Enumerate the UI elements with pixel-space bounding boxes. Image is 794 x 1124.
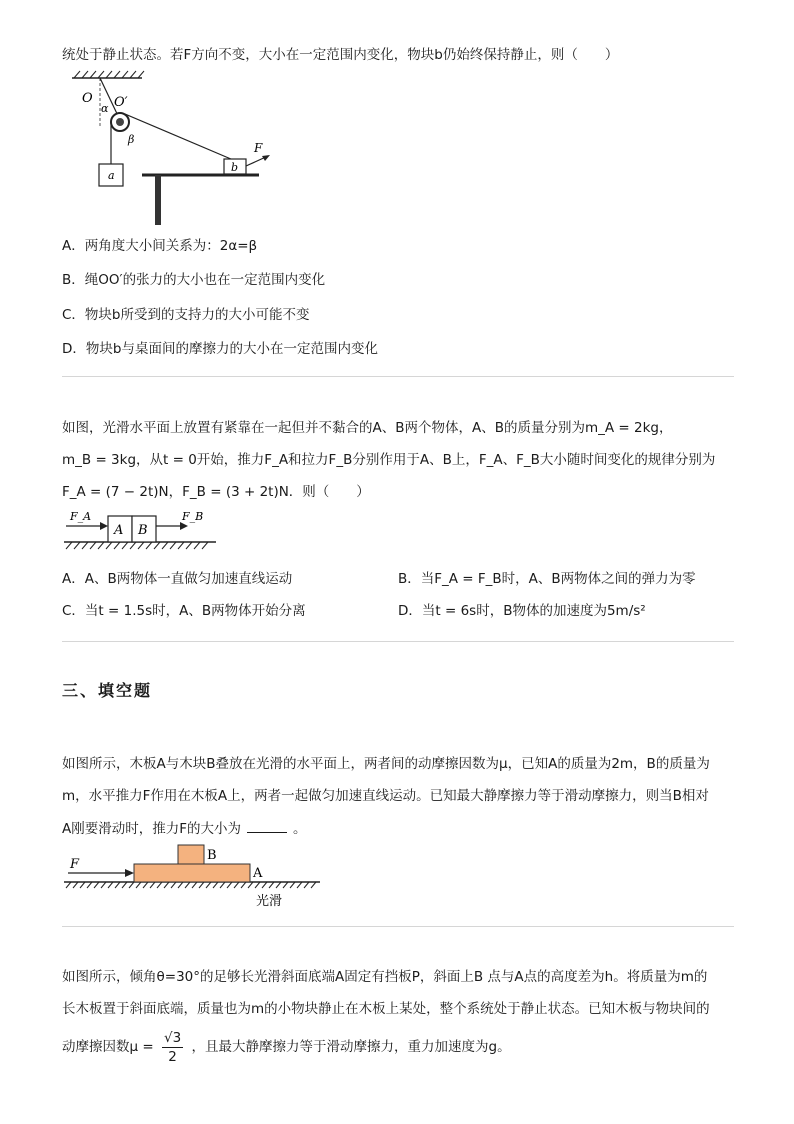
q2-label-b: B [138,523,148,538]
q3-stem-line-3-text: A刚要滑动时，推力F的大小为 [62,821,241,837]
q2-option-d: D．当t = 6s时，B物体的加速度为5m/s² [398,603,646,619]
q3-stem-line-2: m，水平推力F作用在木板A上，两者一起做匀加速直线运动。已知最大静摩擦力等于滑动摩擦力，则当B相对 [62,788,709,804]
q3-stem-line-3 [62,818,307,839]
q3-board-figure [62,842,327,912]
fraction-numerator: √3 [164,1029,182,1046]
q2-label-fb: F_B [182,510,204,523]
q1-stem-tail: 统处于静止状态。若F方向不变，大小在一定范围内变化，物块b仍始终保持静止，则（ ） [62,47,619,63]
q1-option-a: A．两角度大小间关系为：2α=β [62,238,258,254]
q2-label-a: A [114,523,124,538]
q4-stem-line-3 [62,1024,511,1070]
q4-stem-line-2: 长木板置于斜面底端，质量也为m的小物块静止在木板上某处，整个系统处于静止状态。已知木板与物块间的 [62,1001,710,1017]
section-title: 三、填空题 [62,681,153,700]
q1-option-b: B．绳OO′的张力的大小也在一定范围内变化 [62,272,326,288]
q4-stem-line-3-tail: ，且最大静摩擦力等于滑动摩擦力，重力加速度为g。 [191,1039,511,1055]
q2-stem-line-3: F_A = (7 − 2t)N，F_B = (3 + 2t)N．则（ ） [62,484,370,500]
q2-label-fa: F_A [70,510,92,523]
q1-label-a: a [108,169,115,182]
q3-label-a: A [253,866,263,881]
q3-stem-end: 。 [293,821,307,837]
q1-option-c: C．物块b所受到的支持力的大小可能不变 [62,307,310,323]
q1-label-f: F [254,141,263,155]
q4-stem-line-1: 如图所示，倾角θ=30°的足够长光滑斜面底端A固定有挡板P，斜面上B 点与A点的高度差为h。将质量为m的 [62,969,708,985]
q1-label-o-prime: O′ [114,95,128,110]
divider [62,926,734,927]
q3-stem-line-1: 如图所示，木板A与木块B叠放在光滑的水平面上，两者间的动摩擦因数为μ，已知A的质量为2m，B的质量为 [62,756,710,772]
q2-stem-line-2: m_B = 3kg，从t = 0开始，推力F_A和拉力F_B分别作用于A、B上，F_A、F_B大小随时间变化的规律分别为 [62,452,716,468]
q1-label-o: O [82,91,93,106]
fraction-denominator: 2 [168,1048,177,1065]
q3-label-smooth: 光滑 [256,894,283,909]
divider [62,376,734,377]
divider [62,641,734,642]
q2-option-b: B．当F_A = F_B时，A、B两物体之间的弹力为零 [398,571,696,587]
q3-label-f: F [70,857,80,872]
q3-label-b: B [207,848,217,863]
q2-blocks-figure [62,506,222,552]
q1-option-d: D．物块b与桌面间的摩擦力的大小在一定范围内变化 [62,341,378,357]
mu-fraction [162,1029,183,1066]
q1-label-beta: β [128,133,135,146]
q1-label-b: b [231,161,239,174]
q2-stem-line-1: 如图，光滑水平面上放置有紧靠在一起但并不黏合的A、B两个物体，A、B的质量分别为m_A = 2kg， [62,420,673,436]
q4-stem-line-3-text: 动摩擦因数μ = [62,1039,154,1055]
q1-pulley-figure [62,70,292,230]
q2-option-a: A．A、B两物体一直做匀加速直线运动 [62,571,293,587]
answer-blank [247,818,287,833]
q1-label-alpha: α [101,102,109,115]
q2-option-c: C．当t = 1.5s时，A、B两物体开始分离 [62,603,306,619]
